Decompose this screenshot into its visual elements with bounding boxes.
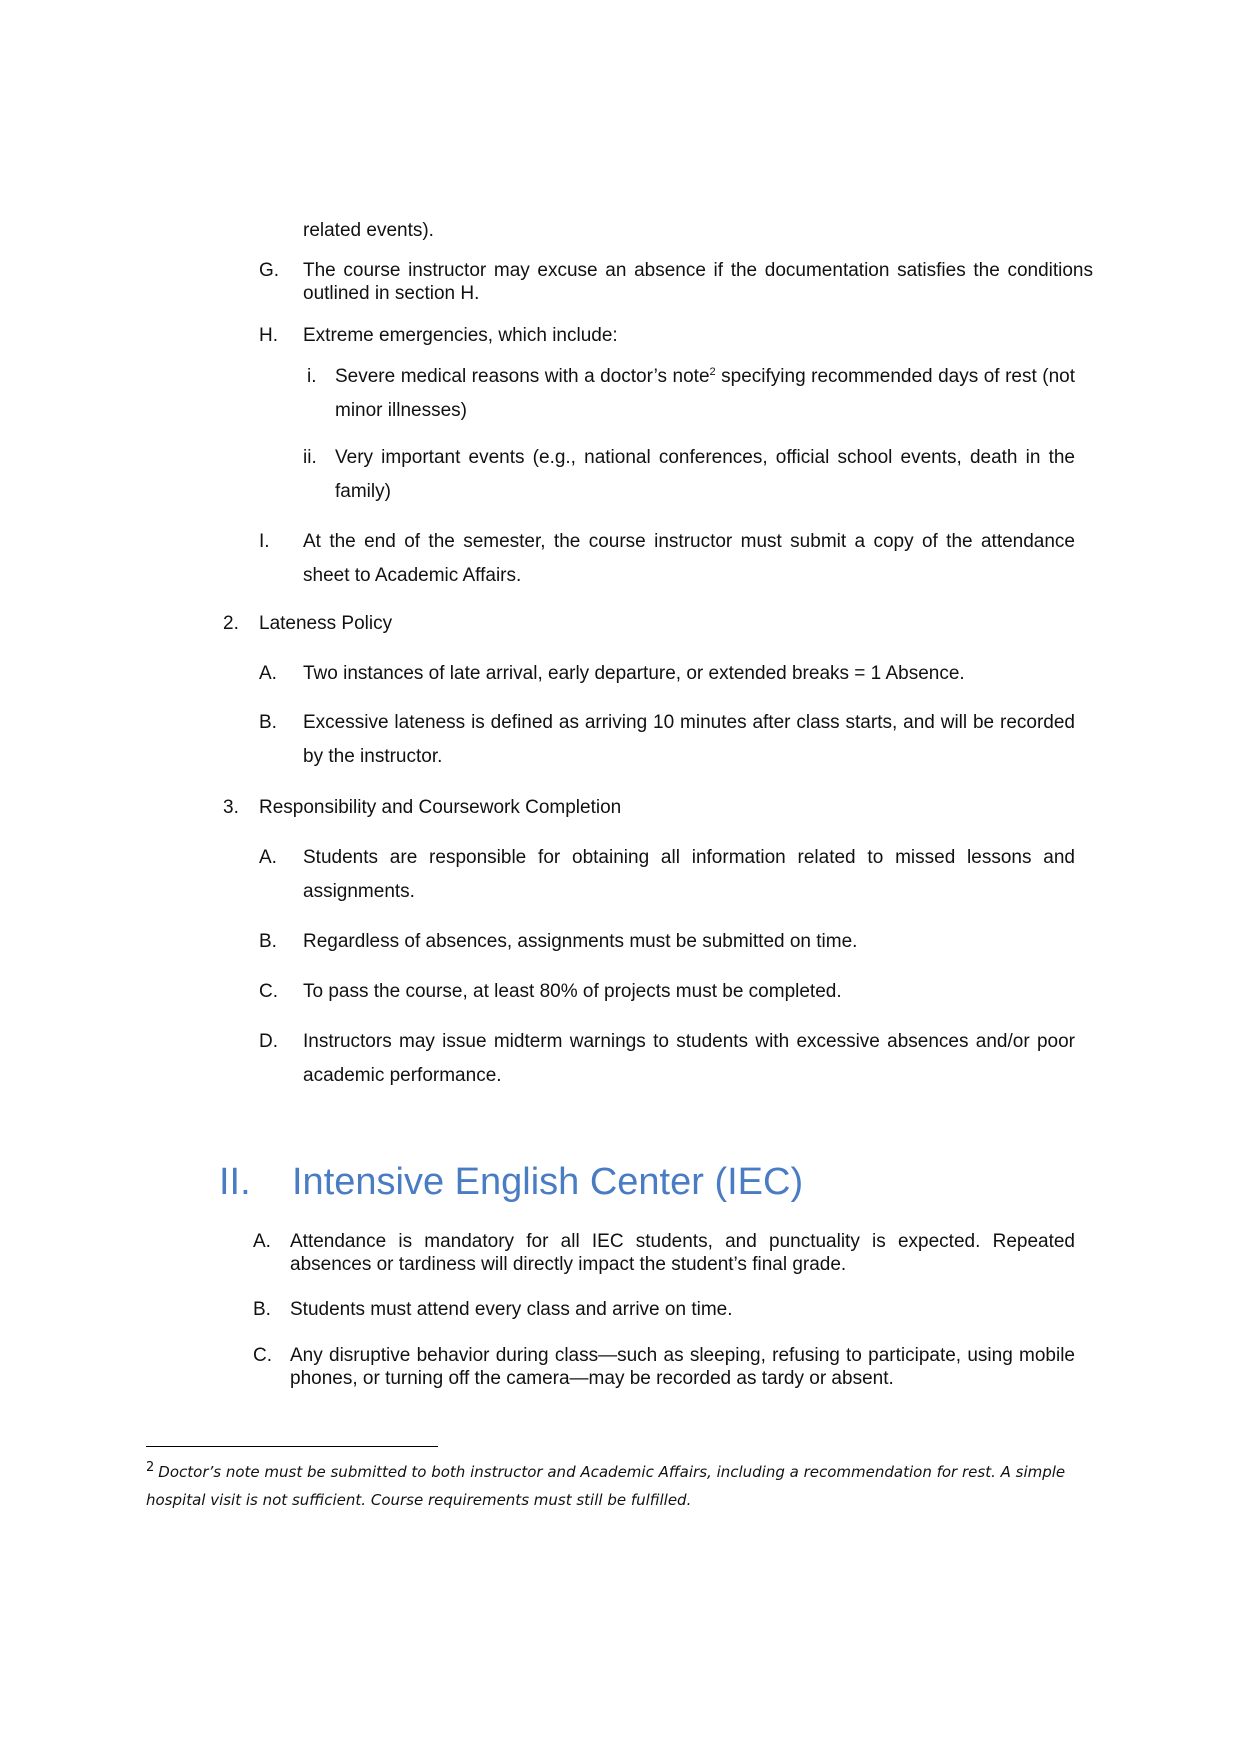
section-numeral: II. <box>219 1161 251 1203</box>
item-h-label: H. <box>259 325 278 346</box>
lateness-a-text: Two instances of late arrival, early departure, or extended breaks = 1 Absence. <box>303 663 965 684</box>
responsibility-c-label: C. <box>259 981 278 1002</box>
item-g-label: G. <box>259 260 280 281</box>
lateness-title: Lateness Policy <box>259 613 393 634</box>
lateness-b-label: B. <box>259 712 277 733</box>
responsibility-number: 3. <box>223 797 239 818</box>
item-i-text: At the end of the semester, the course instructor must submit a copy of the attendance sheet to Academic Affairs. <box>303 531 1075 586</box>
responsibility-b-text: Regardless of absences, assignments must be submitted on time. <box>303 931 858 952</box>
iec-b-text: Students must attend every class and arrive on time. <box>290 1299 733 1320</box>
subitem-i-text <box>335 360 1075 428</box>
footnote-ref: 2 <box>709 366 716 378</box>
item-h-text: Extreme emergencies, which include: <box>303 325 618 346</box>
iec-a-label: A. <box>253 1231 271 1252</box>
footnote-mark: 2 <box>146 1460 155 1475</box>
lateness-number: 2. <box>223 613 239 634</box>
subitem-ii-label: ii. <box>303 447 317 468</box>
item-g-text: The course instructor may excuse an absence if the documentation satisfies the conditions outlined in section H. <box>303 260 1093 304</box>
responsibility-b-label: B. <box>259 931 277 952</box>
continuation-text: related events). <box>303 220 434 241</box>
footnote-text: Doctor’s note must be submitted to both instructor and Academic Affairs, including a recommendation for rest. A simple hospital visit is not sufficient. Course requirements must still be fulfilled. <box>146 1463 1066 1509</box>
lateness-a-label: A. <box>259 663 277 684</box>
responsibility-title: Responsibility and Coursework Completion <box>259 797 622 818</box>
subitem-i-text-before: Severe medical reasons with a doctor’s note <box>335 366 710 387</box>
iec-c-label: C. <box>253 1345 272 1366</box>
subitem-i-label: i. <box>307 366 317 387</box>
responsibility-d-label: D. <box>259 1031 278 1052</box>
subitem-ii-text: Very important events (e.g., national conferences, official school events, death in the family) <box>335 447 1075 502</box>
responsibility-a-label: A. <box>259 847 277 868</box>
lateness-b-text: Excessive lateness is defined as arriving 10 minutes after class starts, and will be recorded by the instructor. <box>303 712 1075 767</box>
footnote <box>146 1458 1066 1514</box>
subitem-i-text-after: specifying recommended days of rest (not minor illnesses) <box>335 366 1075 421</box>
iec-a-text: Attendance is mandatory for all IEC students, and punctuality is expected. Repeated absences or tardiness will directly impact the student’s final grade. <box>290 1231 1075 1275</box>
iec-b-label: B. <box>253 1299 271 1320</box>
responsibility-d-text: Instructors may issue midterm warnings to students with excessive absences and/or poor academic performance. <box>303 1031 1075 1086</box>
footnote-separator <box>146 1446 438 1447</box>
item-i-label: I. <box>259 531 270 552</box>
responsibility-a-text: Students are responsible for obtaining all information related to missed lessons and assignments. <box>303 847 1075 902</box>
section-title: Intensive English Center (IEC) <box>292 1161 804 1203</box>
responsibility-c-text: To pass the course, at least 80% of projects must be completed. <box>303 981 842 1002</box>
iec-c-text: Any disruptive behavior during class—such as sleeping, refusing to participate, using mobile phones, or turning off the camera—may be recorded as tardy or absent. <box>290 1345 1075 1389</box>
